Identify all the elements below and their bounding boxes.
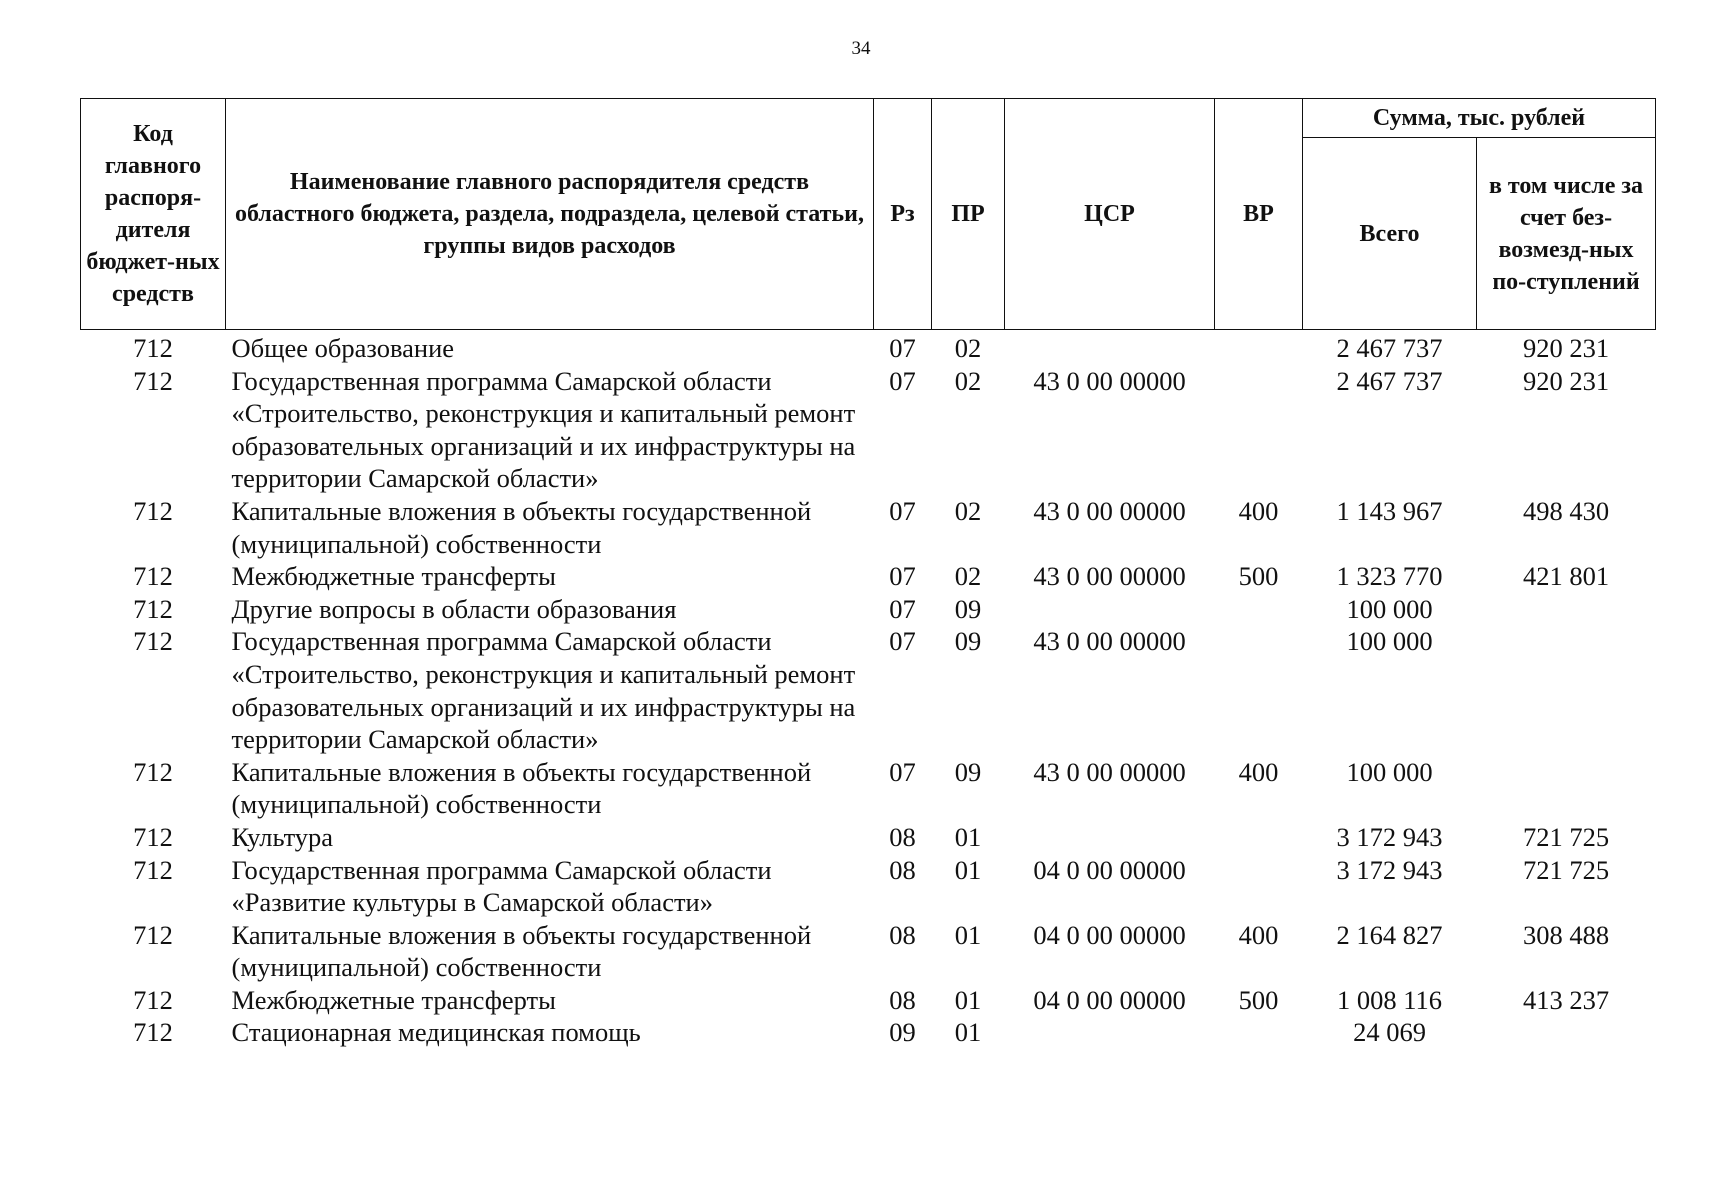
code-cell: 712 [133,854,173,885]
table-row [81,365,1656,495]
header-csr: ЦСР [1005,99,1215,330]
name-cell: Межбюджетные трансферты [231,561,556,592]
code-cell: 712 [133,333,173,363]
total-cell: 3 172 943 [1336,854,1443,885]
vr-cell [1215,593,1303,626]
name-cell: Государственная программа Самарской области «Строительство, реконструкция и капитальный ремонт образовательных организаций и их инфраструктуры на территории Самарской области» [231,626,856,755]
rz-cell: 08 [889,821,916,852]
rz-cell: 07 [889,495,916,526]
pr-cell: 02 [954,495,982,526]
csr-cell [1005,821,1215,854]
vr-cell: 500 [1238,561,1279,592]
rz-cell: 07 [889,756,916,787]
pr-cell: 01 [954,984,982,1015]
csr-cell [1005,330,1215,365]
csr-cell: 43 0 00 00000 [1033,365,1186,396]
free-cell [1477,625,1656,755]
code-cell: 712 [133,495,173,526]
pr-cell: 01 [954,1017,982,1048]
rz-cell: 07 [889,365,916,396]
table-row [81,625,1656,755]
header-kod: Код главного распоря-дителя бюджет-ных средств [81,99,226,330]
table-body [81,330,1656,1050]
name-cell: Капитальные вложения в объекты государственной (муниципальной) собственности [231,495,812,559]
vr-cell: 400 [1238,756,1279,787]
header-name: Наименование главного распорядителя средств областного бюджета, раздела, подраздела, целевой статьи, группы видов расходов [226,99,874,330]
table-row [81,919,1656,984]
pr-cell: 02 [954,333,982,363]
total-cell: 100 000 [1346,626,1433,657]
csr-cell: 43 0 00 00000 [1033,626,1186,657]
csr-cell: 04 0 00 00000 [1033,919,1186,950]
free-cell: 498 430 [1522,495,1610,526]
pr-cell: 02 [954,365,982,396]
rz-cell: 08 [889,919,916,950]
pr-cell: 01 [954,854,982,885]
total-cell: 3 172 943 [1336,821,1443,852]
code-cell: 712 [133,821,173,852]
table-row [81,560,1656,593]
vr-cell [1215,821,1303,854]
page-number: 34 [851,38,871,59]
name-cell: Государственная программа Самарской области «Строительство, реконструкция и капитальный ремонт образовательных организаций и их инфраструктуры на территории Самарской области» [231,365,856,494]
rz-cell: 07 [889,561,916,592]
table-row [81,495,1656,560]
free-cell: 721 725 [1522,854,1610,885]
total-cell: 100 000 [1346,593,1433,624]
code-cell: 712 [133,626,173,657]
total-cell: 1 143 967 [1336,495,1443,526]
csr-cell: 04 0 00 00000 [1033,854,1186,885]
total-cell: 100 000 [1346,756,1433,787]
code-cell: 712 [133,593,173,624]
csr-cell: 43 0 00 00000 [1033,495,1186,526]
csr-cell: 04 0 00 00000 [1033,984,1186,1015]
rz-cell: 07 [889,593,916,624]
code-cell: 712 [133,561,173,592]
table-row [81,821,1656,854]
pr-cell: 01 [954,821,982,852]
rz-cell: 09 [889,1017,916,1048]
rz-cell: 08 [889,984,916,1015]
table-row [81,330,1656,365]
rz-cell: 07 [889,626,916,657]
pr-cell: 09 [954,593,982,624]
name-cell: Общее образование [231,333,455,363]
csr-cell: 43 0 00 00000 [1033,561,1186,592]
name-cell: Государственная программа Самарской области «Развитие культуры в Самарской области» [231,854,772,918]
pr-cell: 01 [954,919,982,950]
table-row [81,984,1656,1017]
code-cell: 712 [133,1017,173,1048]
free-cell [1477,593,1656,626]
rz-cell: 08 [889,854,916,885]
csr-cell: 43 0 00 00000 [1033,756,1186,787]
vr-cell [1215,365,1303,495]
header-rz: Рз [874,99,932,330]
table-row [81,593,1656,626]
code-cell: 712 [133,365,173,396]
header-total: Всего [1303,138,1477,330]
table-row [81,756,1656,821]
name-cell: Другие вопросы в области образования [231,593,677,624]
free-cell: 308 488 [1522,919,1610,950]
name-cell: Капитальные вложения в объекты государственной (муниципальной) собственности [231,756,812,820]
code-cell: 712 [133,919,173,950]
pr-cell: 02 [954,561,982,592]
code-cell: 712 [133,756,173,787]
free-cell [1477,1016,1656,1049]
total-cell: 1 008 116 [1336,984,1443,1015]
free-cell: 920 231 [1522,365,1610,396]
vr-cell [1215,625,1303,755]
code-cell: 712 [133,984,173,1015]
free-cell: 413 237 [1522,984,1610,1015]
header-vr: ВР [1215,99,1303,330]
vr-cell [1215,854,1303,919]
table-row [81,854,1656,919]
name-cell: Межбюджетные трансферты [231,984,556,1015]
free-cell: 721 725 [1522,821,1610,852]
table-header [81,99,1656,330]
free-cell [1477,756,1656,821]
free-cell: 421 801 [1522,561,1610,592]
name-cell: Стационарная медицинская помощь [231,1017,641,1048]
csr-cell [1005,1016,1215,1049]
table-row [81,1016,1656,1049]
header-sum: Сумма, тыс. рублей [1303,99,1656,138]
total-cell: 2 467 737 [1336,365,1443,396]
name-cell: Культура [231,821,334,852]
total-cell: 1 323 770 [1336,561,1443,592]
pr-cell: 09 [954,756,982,787]
rz-cell: 07 [889,333,916,363]
total-cell: 2 467 737 [1336,333,1443,363]
vr-cell [1215,330,1303,365]
vr-cell: 400 [1238,495,1279,526]
vr-cell: 500 [1238,984,1279,1015]
name-cell: Капитальные вложения в объекты государственной (муниципальной) собственности [231,919,812,983]
pr-cell: 09 [954,626,982,657]
total-cell: 2 164 827 [1336,919,1443,950]
vr-cell: 400 [1238,919,1279,950]
vr-cell [1215,1016,1303,1049]
total-cell: 24 069 [1353,1017,1426,1048]
header-free: в том числе за счет без-возмезд-ных по-ступлений [1477,138,1656,330]
free-cell: 920 231 [1522,333,1610,363]
csr-cell [1005,593,1215,626]
budget-table [80,98,1656,1049]
header-pr: ПР [932,99,1005,330]
